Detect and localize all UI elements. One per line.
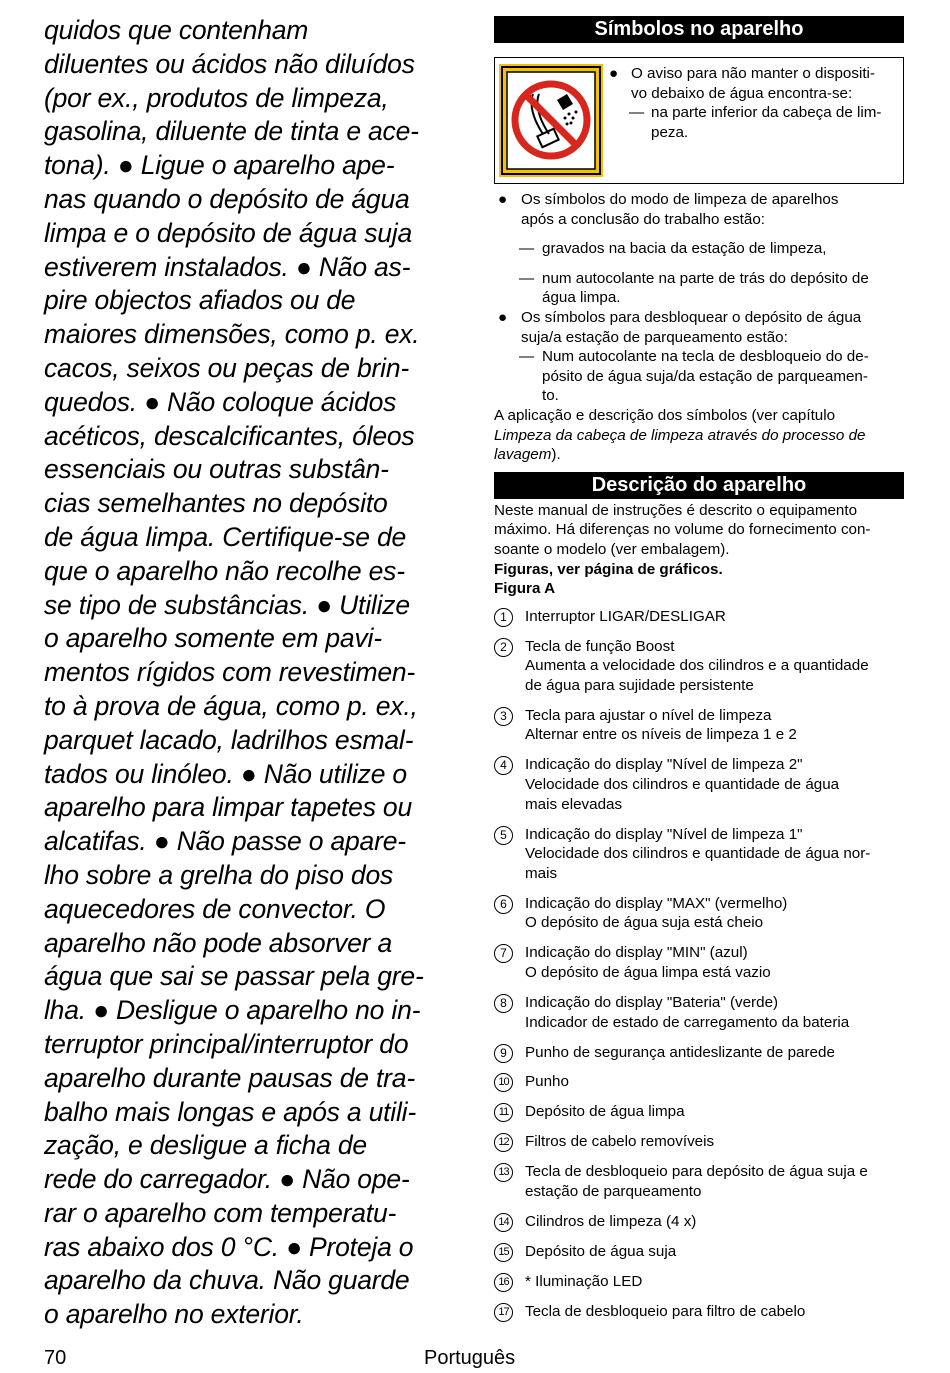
component-item [494, 637, 904, 696]
warning-line-2: vo debaixo de água encontra-se: [631, 84, 853, 102]
body-line: alcatifas. ● Não passe o apare- [44, 826, 406, 857]
item-text-line: Velocidade dos cilindros e quantidade de água nor- [525, 845, 871, 863]
component-item [494, 755, 904, 814]
note-end-text: ). [551, 446, 561, 464]
item-text-line: Alternar entre os níveis de limpeza 1 e 2 [525, 726, 797, 744]
item-number-badge: 15 [494, 1243, 513, 1262]
dash-icon: — [519, 240, 535, 258]
component-item [494, 1302, 904, 1322]
component-item [494, 894, 904, 933]
body-line: maiores dimensões, como p. ex. [44, 319, 420, 350]
bullet-icon: ● [609, 65, 619, 82]
body-line: o aparelho no exterior. [44, 1299, 304, 1330]
item-text-line: Filtros de cabelo removíveis [525, 1133, 715, 1151]
body-line: quedos. ● Não coloque ácidos [44, 386, 397, 417]
warning-dash [607, 103, 899, 123]
item-number-badge: 14 [494, 1213, 513, 1232]
description-heading: Descrição do aparelho [494, 472, 904, 499]
item-text-line: Cilindros de limpeza (4 x) [525, 1213, 697, 1231]
intro-line-3: soante o modelo (ver embalagem). [494, 540, 730, 558]
body-line: aparelho não pode absorver a [44, 927, 392, 958]
body-line: se tipo de substâncias. ● Utilize [44, 589, 410, 620]
item-text-line: Tecla de função Boost [525, 637, 675, 655]
item-text-line: O depósito de água limpa está vazio [525, 963, 771, 981]
dash-icon: — [519, 348, 535, 366]
item-number-badge: 7 [494, 944, 513, 963]
body-line: rar o aparelho com temperatu- [44, 1197, 397, 1228]
right-column [494, 16, 904, 1322]
item-text-line: Tecla para ajustar o nível de limpeza [525, 706, 772, 724]
component-item [494, 993, 904, 1032]
item-text-line: Punho [525, 1073, 569, 1091]
item-number-badge: 11 [494, 1103, 513, 1122]
item-text-line: Indicador de estado de carregamento da bateria [525, 1013, 850, 1031]
body-line: ras abaixo dos 0 °C. ● Proteja o [44, 1231, 414, 1262]
body-line: diluentes ou ácidos não diluídos [44, 48, 415, 79]
text-line: Os símbolos para desbloquear o depósito de água [521, 308, 862, 326]
body-line: aparelho para limpar tapetes ou [44, 792, 412, 823]
item-text-line: de água para sujidade persistente [525, 676, 754, 694]
body-line: terruptor principal/interruptor do [44, 1028, 409, 1059]
component-item [494, 943, 904, 982]
symbols-note-line-3 [494, 445, 904, 465]
item-text-line: Tecla de desbloqueio para filtro de cabelo [525, 1302, 806, 1320]
dash-icon: — [629, 104, 645, 122]
item-text-line: Indicação do display "Bateria" (verde) [525, 993, 779, 1011]
body-line: que o aparelho não recolhe es- [44, 555, 405, 586]
warning-line-1: O aviso para não manter o dispositi- [631, 65, 875, 82]
symbols-dash-2 [494, 269, 904, 289]
component-item [494, 1272, 904, 1292]
body-line: cias semelhantes no depósito [44, 488, 388, 519]
body-line: rede do carregador. ● Não ope- [44, 1164, 410, 1195]
item-number-badge: 1 [494, 608, 513, 627]
text-line: suja/a estação de parqueamento estão: [521, 328, 788, 346]
component-item [494, 1132, 904, 1152]
body-line: balho mais longas e após a utili- [44, 1096, 416, 1127]
body-line: mentos rígidos com revestimen- [44, 657, 416, 688]
component-item [494, 1212, 904, 1232]
body-line: pire objectos afiados ou de [44, 285, 356, 316]
item-number-badge: 2 [494, 638, 513, 657]
symbols-note-line-2: Limpeza da cabeça de limpeza através do processo de [494, 426, 866, 444]
item-text-line: Indicação do display "MIN" (azul) [525, 944, 748, 962]
item-text-line: Velocidade dos cilindros e quantidade de água [525, 776, 840, 794]
body-line: estiverem instalados. ● Não as- [44, 251, 411, 282]
item-text-line: Interruptor LIGAR/DESLIGAR [525, 607, 726, 625]
item-number-badge: 5 [494, 826, 513, 845]
body-line: cacos, seixos ou peças de brin- [44, 352, 409, 383]
item-number-badge: 17 [494, 1303, 513, 1322]
text-line: num autocolante na parte de trás do depósito de [542, 269, 869, 287]
body-line: tona). ● Ligue o aparelho ape- [44, 150, 395, 181]
component-item [494, 1102, 904, 1122]
symbols-note-line-1: A aplicação e descrição dos símbolos (ver capítulo [494, 406, 836, 424]
item-text-line: Indicação do display "MAX" (vermelho) [525, 894, 788, 912]
intro-line-2: máximo. Há diferenças no volume do fornecimento con- [494, 521, 871, 539]
no-water-spray-warning-icon [499, 64, 603, 177]
item-text-line: Indicação do display "Nível de limpeza 1" [525, 825, 803, 843]
intro-line-1: Neste manual de instruções é descrito o equipamento [494, 501, 858, 519]
body-line: aquecedores de convector. O [44, 893, 386, 924]
body-line: lha. ● Desligue o aparelho no in- [44, 995, 421, 1026]
component-item [494, 706, 904, 745]
text-line: pósito de água suja/da estação de parqueamen- [542, 367, 868, 385]
body-line: acéticos, descalcificantes, óleos [44, 420, 415, 451]
safety-text-column [44, 14, 454, 1332]
item-number-badge: 10 [494, 1073, 513, 1092]
warning-line-4: peza. [651, 123, 689, 141]
figure-label: Figura A [494, 580, 556, 598]
body-line: o aparelho somente em pavi- [44, 623, 382, 654]
item-text-line: mais elevadas [525, 795, 623, 813]
note-italic-text: lavagem [494, 446, 552, 464]
component-item [494, 1162, 904, 1201]
bullet-icon: ● [498, 308, 508, 326]
warning-box [494, 57, 904, 184]
text-line: água limpa. [542, 289, 621, 307]
footer-language: Português [424, 1347, 516, 1369]
body-line: zação, e desligue a ficha de [44, 1130, 367, 1161]
symbols-bullet-2 [494, 308, 904, 328]
item-number-badge: 13 [494, 1163, 513, 1182]
component-item [494, 1242, 904, 1262]
body-line: aparelho durante pausas de tra- [44, 1062, 415, 1093]
body-line: aparelho da chuva. Não guarde [44, 1265, 410, 1296]
text-line: Num autocolante na tecla de desbloqueio do de- [542, 348, 869, 366]
warning-bullet [607, 64, 899, 84]
symbols-bullet-1 [494, 190, 904, 210]
item-text-line: * Iluminação LED [525, 1272, 643, 1290]
item-number-badge: 12 [494, 1133, 513, 1152]
item-number-badge: 3 [494, 707, 513, 726]
body-line: lho sobre a grelha do piso dos [44, 859, 394, 890]
component-item [494, 1043, 904, 1063]
item-number-badge: 6 [494, 895, 513, 914]
item-number-badge: 8 [494, 994, 513, 1013]
body-line: nas quando o depósito de água [44, 183, 410, 214]
component-item [494, 825, 904, 884]
item-text-line: O depósito de água suja está cheio [525, 914, 764, 932]
symbols-dash-3 [494, 347, 904, 367]
body-line: limpa e o depósito de água suja [44, 217, 413, 248]
item-number-badge: 9 [494, 1044, 513, 1063]
body-line: tados ou linóleo. ● Não utilize o [44, 758, 407, 789]
item-text-line: Aumenta a velocidade dos cilindros e a quantidade [525, 657, 869, 675]
dash-icon: — [519, 269, 535, 287]
bullet-icon: ● [498, 191, 508, 208]
symbols-dash-1 [494, 239, 904, 259]
item-number-badge: 4 [494, 756, 513, 775]
symbols-heading: Símbolos no aparelho [494, 16, 904, 43]
component-item [494, 607, 904, 627]
body-line: (por ex., produtos de limpeza, [44, 82, 389, 113]
text-line: gravados na bacia da estação de limpeza, [542, 240, 827, 258]
text-line: Os símbolos do modo de limpeza de aparelhos [521, 191, 839, 208]
body-line: parquet lacado, ladrilhos esmal- [44, 724, 414, 755]
body-line: quidos que contenham [44, 15, 309, 45]
item-number-badge: 16 [494, 1273, 513, 1292]
item-text-line: Depósito de água limpa [525, 1103, 685, 1121]
page-number: 70 [44, 1347, 67, 1369]
figures-note: Figuras, ver página de gráficos. [494, 560, 723, 578]
text-line: to. [542, 387, 559, 405]
item-text-line: Depósito de água suja [525, 1243, 677, 1260]
body-line: água que sai se passar pela gre- [44, 961, 424, 992]
item-text-line: Punho de segurança antideslizante de parede [525, 1043, 835, 1061]
body-line: de água limpa. Certifique-se de [44, 521, 407, 552]
body-line: to à prova de água, como p. ex., [44, 690, 418, 721]
item-text-line: Tecla de desbloqueio para depósito de água suja e [525, 1163, 868, 1181]
warning-text [607, 64, 899, 142]
text-line: após a conclusão do trabalho estão: [521, 210, 766, 228]
item-text-line: Indicação do display "Nível de limpeza 2" [525, 756, 803, 774]
body-line: essenciais ou outras substân- [44, 454, 389, 485]
component-item [494, 1072, 904, 1092]
body-line: gasolina, diluente de tinta e ace- [44, 116, 419, 147]
item-text-line: mais [525, 864, 558, 882]
warning-line-3: na parte inferior da cabeça de lim- [651, 104, 882, 122]
item-text-line: estação de parqueamento [525, 1183, 702, 1201]
component-list [494, 607, 904, 1322]
